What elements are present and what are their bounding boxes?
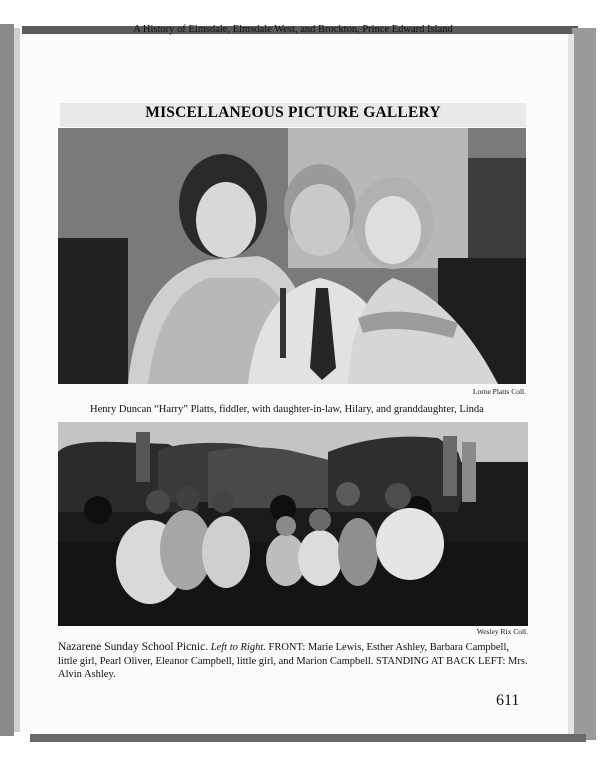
running-head: A History of Elmsdale, Elmsdale West, and Brockton, Prince Edward Island [133, 24, 453, 35]
photo1-credit: Lorne Platts Coll. [472, 387, 526, 396]
binding-edge-bottom [30, 734, 586, 742]
photo2-caption-body: FRONT: Marie Lewis, Esther Ashley, Barbara Campbell, little girl, Pearl Oliver, Eleanor Campbell, little girl, and Marion Campbell. STANDING AT BACK LEFT: Mrs. Alvin Ashley. [58, 642, 528, 680]
photo-platts-family-image [58, 128, 526, 384]
binding-edge-right [572, 28, 596, 740]
photo-platts-family [58, 128, 526, 384]
photo2-caption-lead: Nazarene Sunday School Picnic. [58, 641, 209, 653]
photo2-caption-italic: Left to Right. [210, 642, 266, 653]
gallery-title: MISCELLANEOUS PICTURE GALLERY [145, 104, 441, 121]
photo2-caption [58, 641, 528, 682]
photo-sunday-school-picnic-image [58, 422, 528, 626]
photo-sunday-school-picnic [58, 422, 528, 626]
photo2-credit: Wesley Rix Coll. [476, 627, 528, 636]
binding-edge-left [0, 24, 14, 736]
page-number: 611 [496, 692, 520, 709]
photo1-caption: Henry Duncan “Harry” Platts, fiddler, with daughter-in-law, Hilary, and granddaughter, Linda [90, 404, 484, 415]
